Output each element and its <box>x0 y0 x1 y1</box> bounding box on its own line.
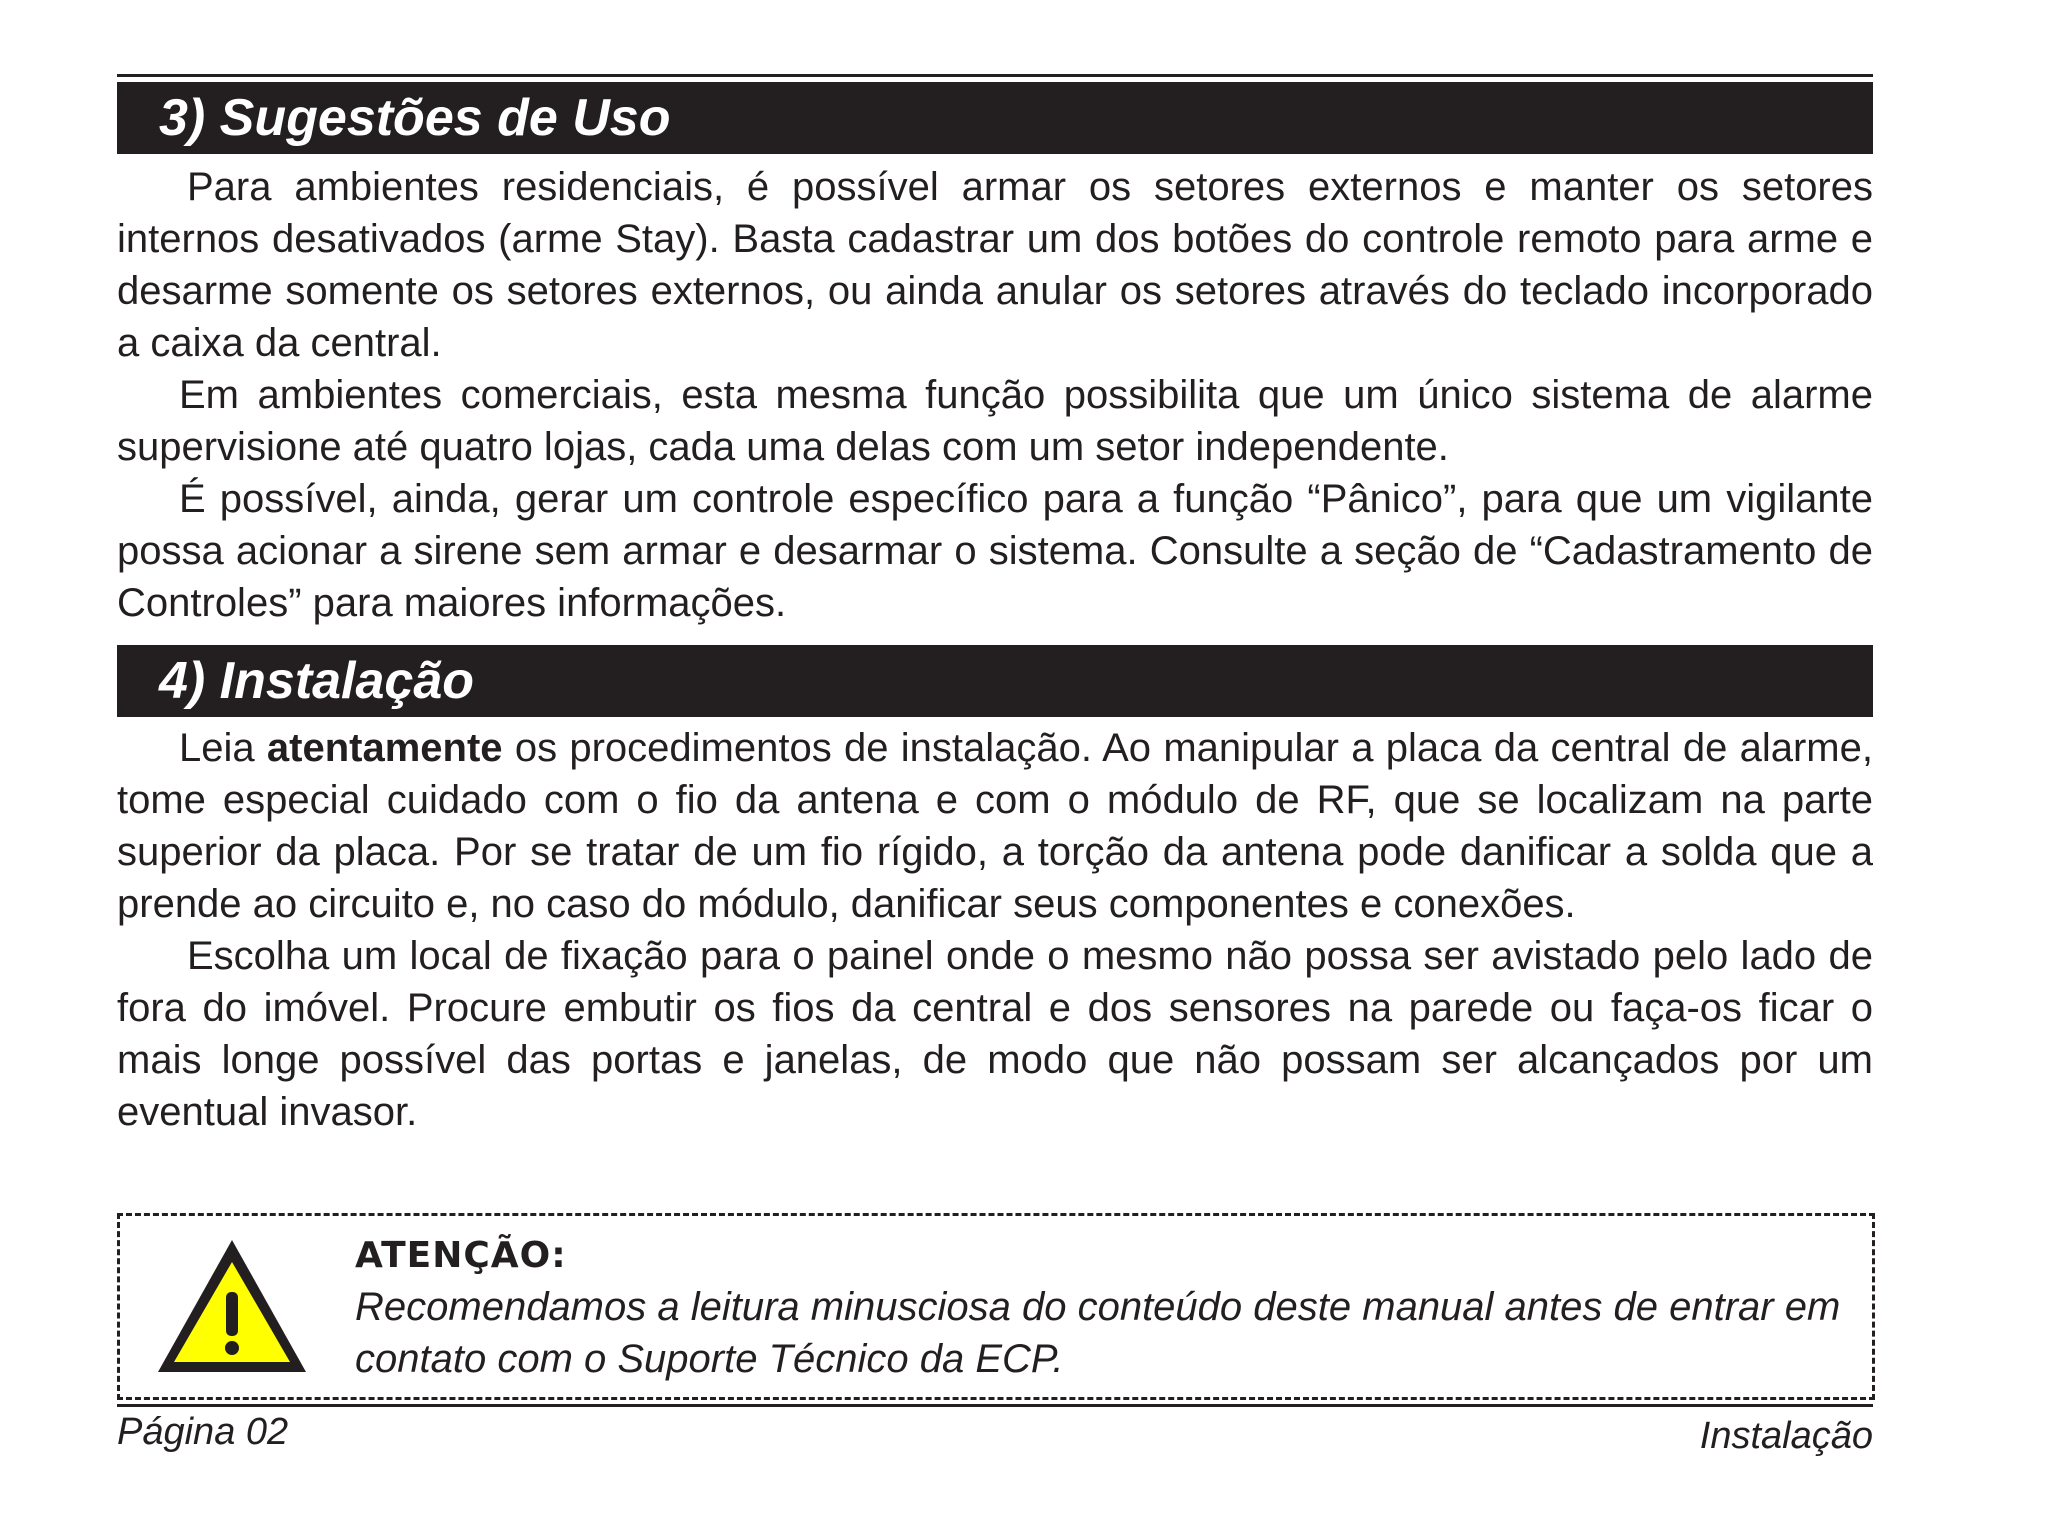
warning-title: ATENÇÃO: <box>355 1235 567 1276</box>
section-header-sugestoes <box>117 82 1873 154</box>
emphasis-text: atentamente <box>266 726 503 770</box>
top-rule <box>117 74 1873 77</box>
manual-page <box>117 0 1873 1537</box>
section-body-instalacao <box>117 722 1873 1138</box>
paragraph: Para ambientes residenciais, é possível armar os setores externos e manter os setores internos desativados (arme Stay). Basta cadastrar um dos botões do controle remoto para arme e desarme somente os setores externos, ou ainda anular os setores através do teclado incorporado a caixa da central. <box>117 165 1873 365</box>
section-body-sugestoes <box>117 161 1873 629</box>
section-title: 3) Sugestões de Uso <box>159 89 671 147</box>
section-header-instalacao <box>117 645 1873 717</box>
warning-text: Recomendamos a leitura minusciosa do conteúdo deste manual antes de entrar em contato com o Suporte Técnico da ECP. <box>355 1285 1841 1381</box>
page-number: Página 02 <box>117 1411 289 1453</box>
warning-triangle-icon <box>152 1232 312 1378</box>
paragraph: Escolha um local de fixação para o painel onde o mesmo não possa ser avistado pelo lado de fora do imóvel. Procure embutir os fios da central e dos sensores na parede ou faça-os ficar o mais longe possível das portas e janelas, de modo que não possam ser alcançados por um eventual invasor. <box>117 934 1873 1134</box>
footer-section-label: Instalação <box>1699 1415 1873 1457</box>
paragraph <box>117 722 1873 930</box>
section-title: 4) Instalação <box>159 652 475 710</box>
paragraph: Em ambientes comerciais, esta mesma função possibilita que um único sistema de alarme supervisione até quatro lojas, cada uma delas com um setor independente. <box>117 373 1873 469</box>
paragraph: É possível, ainda, gerar um controle específico para a função “Pânico”, para que um vigilante possa acionar a sirene sem armar e desarmar o sistema. Consulte a seção de “Cadastramento de Controles” para maiores informações. <box>117 477 1873 625</box>
footer-rule <box>117 1404 1873 1407</box>
paragraph-start: Leia <box>179 726 267 770</box>
warning-box <box>117 1213 1875 1400</box>
paragraph-rest: os procedimentos de instalação. Ao manipular a placa da central de alarme, tome especial cuidado com o fio da antena e com o módulo de RF, que se localizam na parte superior da placa. Por se tratar de um fio rígido, a torção da antena pode danificar a solda que a prende ao circuito e, no caso do módulo, danificar seus componentes e conexões. <box>117 726 1873 926</box>
